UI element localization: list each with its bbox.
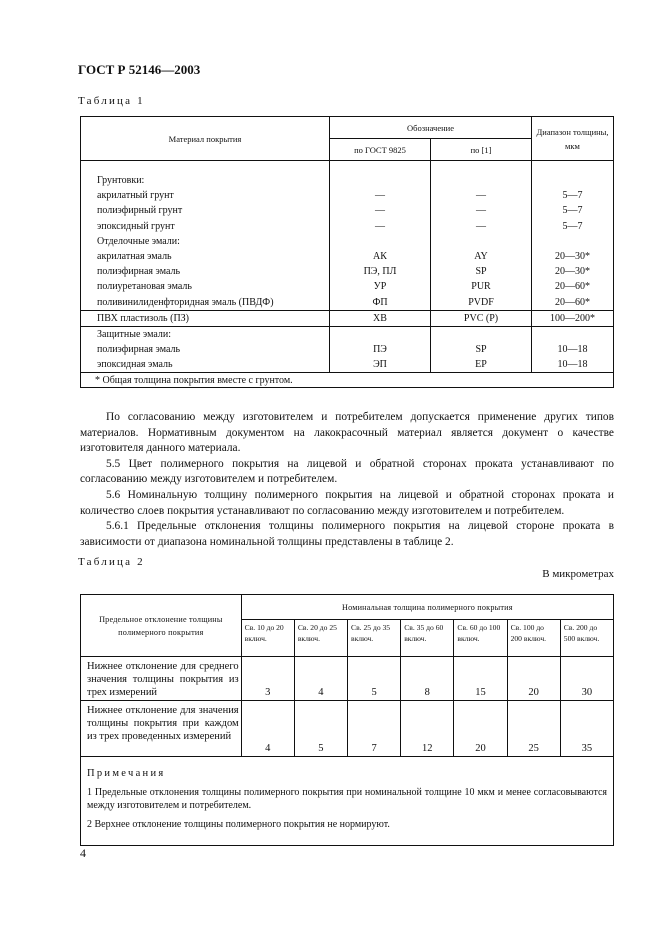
group-title: Отделочные эмали: [97, 235, 180, 247]
empty-cell [532, 173, 614, 188]
body-text [80, 410, 614, 550]
range-header: Св. 20 до 25 включ. [294, 620, 347, 657]
thickness-range: 10—18 [532, 342, 614, 357]
table-row [81, 203, 614, 218]
gost-code: УР [330, 279, 431, 294]
col-gost: по ГОСТ 9825 [330, 139, 431, 161]
material-name: полиэфирный грунт [97, 205, 183, 217]
deviation-value: 35 [560, 701, 613, 757]
range-header: Св. 100 до 200 включ. [507, 620, 560, 657]
gost-code: ЭП [330, 357, 431, 373]
table-row [81, 357, 614, 373]
footnote-row [81, 373, 614, 388]
material-name: полиэфирная эмаль [97, 344, 181, 356]
deviation-value: 30 [560, 657, 613, 701]
paragraph: 5.6.1 Предельные отклонения толщины полимерного покрытия на лицевой стороне проката в зависимости от диапазона номинальной толщины представлены в таблице 2. [80, 520, 614, 548]
table-row [81, 279, 614, 294]
table-row [81, 310, 614, 326]
notes-cell [81, 757, 614, 846]
deviation-value: 12 [401, 701, 454, 757]
ref-code: PVDF [431, 295, 532, 311]
gost-code: АК [330, 249, 431, 264]
ref-code: SP [431, 342, 532, 357]
ref-code: PVC (P) [431, 310, 532, 326]
paragraph: 5.6 Номинальную толщину полимерного покрытия на лицевой и обратной сторонах проката и количество слоев покрытия устанавливают по согласованию между изготовителем и потребителем. [80, 488, 614, 517]
deviation-value: 4 [241, 701, 294, 757]
thickness-range: 5—7 [532, 203, 614, 218]
deviation-value: 3 [241, 657, 294, 701]
table-2 [80, 594, 614, 846]
paragraph: По согласованию между изготовителем и потребителем допускается применение других типов материалов. Нормативным документом на лакокрасочный материал является документ о качестве изготовителя данного материала. [80, 411, 614, 455]
thickness-range: 20—60* [532, 295, 614, 311]
thickness-range: 10—18 [532, 357, 614, 373]
table-1 [80, 116, 614, 388]
empty-cell [330, 234, 431, 249]
col-deviation: Предельное отклонение толщины полимерного покрытия [81, 595, 242, 657]
spacer-cell [431, 161, 532, 174]
thickness-range: 5—7 [532, 188, 614, 203]
page-number: 4 [80, 846, 86, 860]
ref-code: AY [431, 249, 532, 264]
range-header: Св. 60 до 100 включ. [454, 620, 507, 657]
deviation-value: 20 [507, 657, 560, 701]
empty-cell [431, 234, 532, 249]
group-row [81, 173, 614, 188]
table-row [81, 219, 614, 234]
empty-cell [330, 326, 431, 342]
table-row [81, 342, 614, 357]
material-name: акрилатная эмаль [97, 251, 172, 263]
deviation-value: 20 [454, 701, 507, 757]
row-label: Нижнее отклонение для значения толщины покрытия при каждом из трех проведенных измерений [81, 701, 242, 757]
deviation-value: 5 [294, 701, 347, 757]
table-row [81, 249, 614, 264]
footnote: * Общая толщина покрытия вместе с грунтом. [81, 373, 614, 388]
table-row [81, 264, 614, 279]
material-name: поливинилиденфторидная эмаль (ПВДФ) [97, 296, 274, 308]
col-nominal: Номинальная толщина полимерного покрытия [241, 595, 613, 620]
deviation-value: 15 [454, 657, 507, 701]
material-name: эпоксидный грунт [97, 220, 175, 232]
col-thickness: Диапазон толщины, мкм [532, 117, 614, 161]
spacer-cell [81, 161, 330, 174]
table-row [81, 701, 614, 757]
group-title: Грунтовки: [97, 175, 145, 187]
ref-code: PUR [431, 279, 532, 294]
deviation-value: 4 [294, 657, 347, 701]
empty-cell [431, 326, 532, 342]
material-name: эпоксидная эмаль [97, 359, 173, 371]
empty-cell [330, 173, 431, 188]
col-designation: Обозначение [330, 117, 532, 139]
deviation-value: 8 [401, 657, 454, 701]
material-name: акрилатный грунт [97, 190, 174, 202]
gost-code: — [330, 188, 431, 203]
spacer-cell [532, 161, 614, 174]
ref-code: SP [431, 264, 532, 279]
spacer-cell [330, 161, 431, 174]
gost-code: — [330, 203, 431, 218]
col-material: Материал покрытия [81, 117, 330, 161]
note: 1 Предельные отклонения толщины полимерного покрытия при номинальной толщине 10 мкм и менее согласовываются между изготовителем и потребителем. [87, 787, 607, 811]
thickness-range: 20—30* [532, 264, 614, 279]
range-header: Св. 35 до 60 включ. [401, 620, 454, 657]
table-row [81, 188, 614, 203]
deviation-value: 7 [348, 701, 401, 757]
row-label: Нижнее отклонение для среднего значения толщины покрытия из трех измерений [81, 657, 242, 701]
table-row [81, 657, 614, 701]
gost-code: ХВ [330, 310, 431, 326]
ref-code: EP [431, 357, 532, 373]
paragraph: 5.5 Цвет полимерного покрытия на лицевой и обратной сторонах проката устанавливают по согласованию между изготовителем и потребителем. [80, 457, 614, 486]
range-header: Св. 10 до 20 включ. [241, 620, 294, 657]
group-row [81, 234, 614, 249]
empty-cell [532, 234, 614, 249]
ref-code: — [431, 219, 532, 234]
empty-cell [431, 173, 532, 188]
thickness-range: 20—60* [532, 279, 614, 294]
material-name: ПВХ пластизоль (ПЗ) [81, 310, 330, 326]
gost-code: ПЭ, ПЛ [330, 264, 431, 279]
gost-code: ФП [330, 295, 431, 311]
note: 2 Верхнее отклонение толщины полимерного покрытия не нормируют. [87, 819, 390, 830]
ref-code: — [431, 188, 532, 203]
range-header: Св. 200 до 500 включ. [560, 620, 613, 657]
range-header: Св. 25 до 35 включ. [348, 620, 401, 657]
notes-title: Примечания [87, 768, 166, 779]
empty-cell [532, 326, 614, 342]
thickness-range: 100—200* [532, 310, 614, 326]
table2-caption: Таблица 2 [78, 556, 145, 568]
group-title: Защитные эмали: [81, 326, 330, 342]
units-label: В микрометрах [542, 568, 614, 580]
gost-code: ПЭ [330, 342, 431, 357]
thickness-range: 5—7 [532, 219, 614, 234]
gost-code: — [330, 219, 431, 234]
col-ref: по [1] [431, 139, 532, 161]
deviation-value: 25 [507, 701, 560, 757]
material-name: полиэфирная эмаль [97, 266, 181, 278]
table-row [81, 295, 614, 311]
ref-code: — [431, 203, 532, 218]
table1-caption: Таблица 1 [78, 95, 145, 107]
thickness-range: 20—30* [532, 249, 614, 264]
deviation-value: 5 [348, 657, 401, 701]
material-name: полиуретановая эмаль [97, 281, 192, 293]
group-row [81, 326, 614, 342]
document-header: ГОСТ Р 52146—2003 [78, 62, 201, 77]
